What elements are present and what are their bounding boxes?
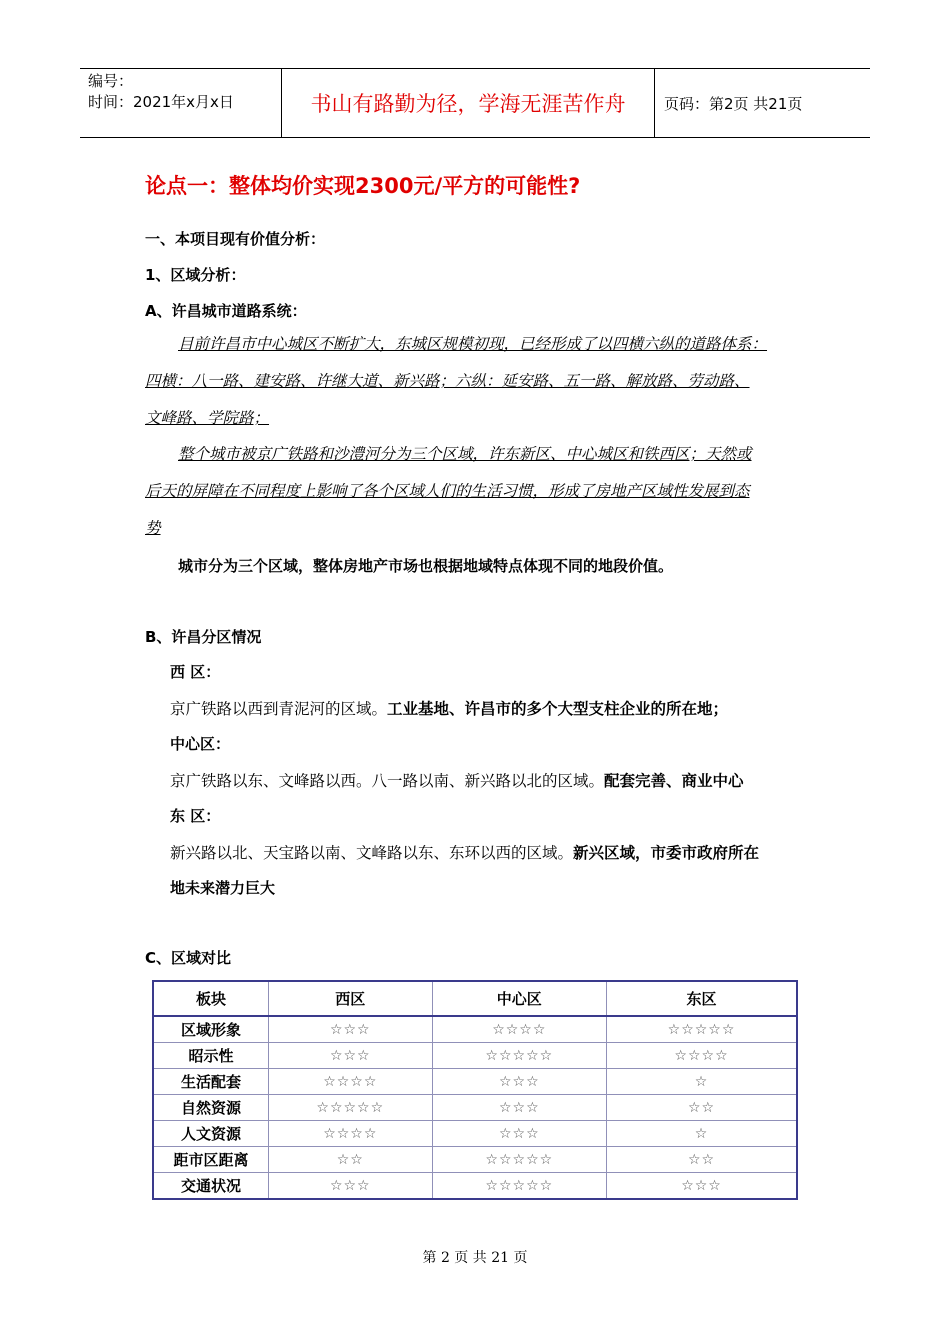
west-label: 西 区： xyxy=(170,663,221,681)
table-header-row xyxy=(153,981,797,1016)
header-meta xyxy=(88,71,234,113)
row-label: 交通状况 xyxy=(153,1173,269,1200)
star-rating: ☆☆☆ xyxy=(269,1016,433,1043)
table-row xyxy=(153,1173,797,1200)
header-motto: 书山有路勤为径，学海无涯苦作舟 xyxy=(281,69,655,137)
star-rating: ☆☆☆☆ xyxy=(607,1043,797,1069)
row-label: 区域形象 xyxy=(153,1016,269,1043)
west-description: 京广铁路以西到青泥河的区域。工业基地、许昌市的多个大型支柱企业的所在地； xyxy=(170,700,729,718)
row-label: 人文资源 xyxy=(153,1121,269,1147)
star-rating: ☆ xyxy=(607,1069,797,1095)
table-row xyxy=(153,1147,797,1173)
column-header: 板块 xyxy=(153,981,269,1016)
road-paragraph-line: 四横：八一路、建安路、许继大道、新兴路；六纵：延安路、五一路、解放路、劳动路、 xyxy=(145,372,750,390)
star-rating: ☆☆☆☆☆ xyxy=(269,1095,433,1121)
east-description: 新兴路以北、天宝路以南、文峰路以东、东环以西的区域。新兴区域，市委市政府所在 xyxy=(170,844,760,862)
road-paragraph-line: 后天的屏障在不同程度上影响了各个区域人们的生活习惯，形成了房地产区域性发展到态 xyxy=(145,482,750,500)
table-row xyxy=(153,1016,797,1043)
section-heading-1: 一、本项目现有价值分析： xyxy=(145,230,326,248)
section-heading-1-1: 1、区域分析： xyxy=(145,266,246,284)
row-label: 自然资源 xyxy=(153,1095,269,1121)
table-row xyxy=(153,1095,797,1121)
center-description: 京广铁路以东、文峰路以西。八一路以南、新兴路以北的区域。配套完善、商业中心 xyxy=(170,772,744,790)
star-rating: ☆☆☆ xyxy=(269,1043,433,1069)
star-rating: ☆☆ xyxy=(607,1095,797,1121)
star-rating: ☆☆☆☆ xyxy=(432,1016,606,1043)
star-rating: ☆☆☆☆☆ xyxy=(607,1016,797,1043)
road-paragraph-line: 文峰路、学院路； xyxy=(145,409,270,427)
road-paragraph-line: 目前许昌市中心城区不断扩大，东城区规模初现，已经形成了以四横六纵的道路体系： xyxy=(178,335,768,353)
star-rating: ☆☆☆☆☆ xyxy=(432,1147,606,1173)
row-label: 距市区距离 xyxy=(153,1147,269,1173)
table-row xyxy=(153,1043,797,1069)
star-rating: ☆☆☆ xyxy=(269,1173,433,1200)
star-rating: ☆☆☆☆☆ xyxy=(432,1173,606,1200)
star-rating: ☆☆☆ xyxy=(432,1121,606,1147)
east-description-cont: 地未来潜力巨大 xyxy=(170,879,276,897)
page-title: 论点一：整体均价实现2300元/平方的可能性? xyxy=(145,174,581,198)
column-header: 中心区 xyxy=(432,981,606,1016)
column-header: 西区 xyxy=(269,981,433,1016)
table-row xyxy=(153,1121,797,1147)
header-page-info: 页码：第2页 共21页 xyxy=(664,95,803,113)
section-heading-b: B、许昌分区情况 xyxy=(145,628,262,646)
region-comparison-table xyxy=(152,980,798,1200)
section-heading-a: A、许昌城市道路系统： xyxy=(145,302,307,320)
star-rating: ☆☆ xyxy=(607,1147,797,1173)
star-rating: ☆ xyxy=(607,1121,797,1147)
section-heading-c: C、区域对比 xyxy=(145,949,232,967)
star-rating: ☆☆☆☆☆ xyxy=(432,1043,606,1069)
column-header: 东区 xyxy=(607,981,797,1016)
road-paragraph-line: 势 xyxy=(145,519,161,537)
row-label: 生活配套 xyxy=(153,1069,269,1095)
table-row xyxy=(153,1069,797,1095)
page-footer: 第 2 页 共 21 页 xyxy=(422,1250,528,1266)
star-rating: ☆☆☆☆ xyxy=(269,1069,433,1095)
star-rating: ☆☆ xyxy=(269,1147,433,1173)
page-header xyxy=(80,68,870,138)
center-label: 中心区： xyxy=(170,735,231,753)
star-rating: ☆☆☆ xyxy=(607,1173,797,1200)
star-rating: ☆☆☆☆ xyxy=(269,1121,433,1147)
road-paragraph-line: 整个城市被京广铁路和沙澧河分为三个区域，许东新区、中心城区和铁西区；天然或 xyxy=(178,445,752,463)
section-a-summary: 城市分为三个区域，整体房地产市场也根据地域特点体现不同的地段价值。 xyxy=(178,557,674,575)
row-label: 昭示性 xyxy=(153,1043,269,1069)
header-number: 编号： xyxy=(88,72,134,90)
east-label: 东 区： xyxy=(170,807,221,825)
star-rating: ☆☆☆ xyxy=(432,1069,606,1095)
header-time: 时间：2021年x月x日 xyxy=(88,93,234,111)
star-rating: ☆☆☆ xyxy=(432,1095,606,1121)
